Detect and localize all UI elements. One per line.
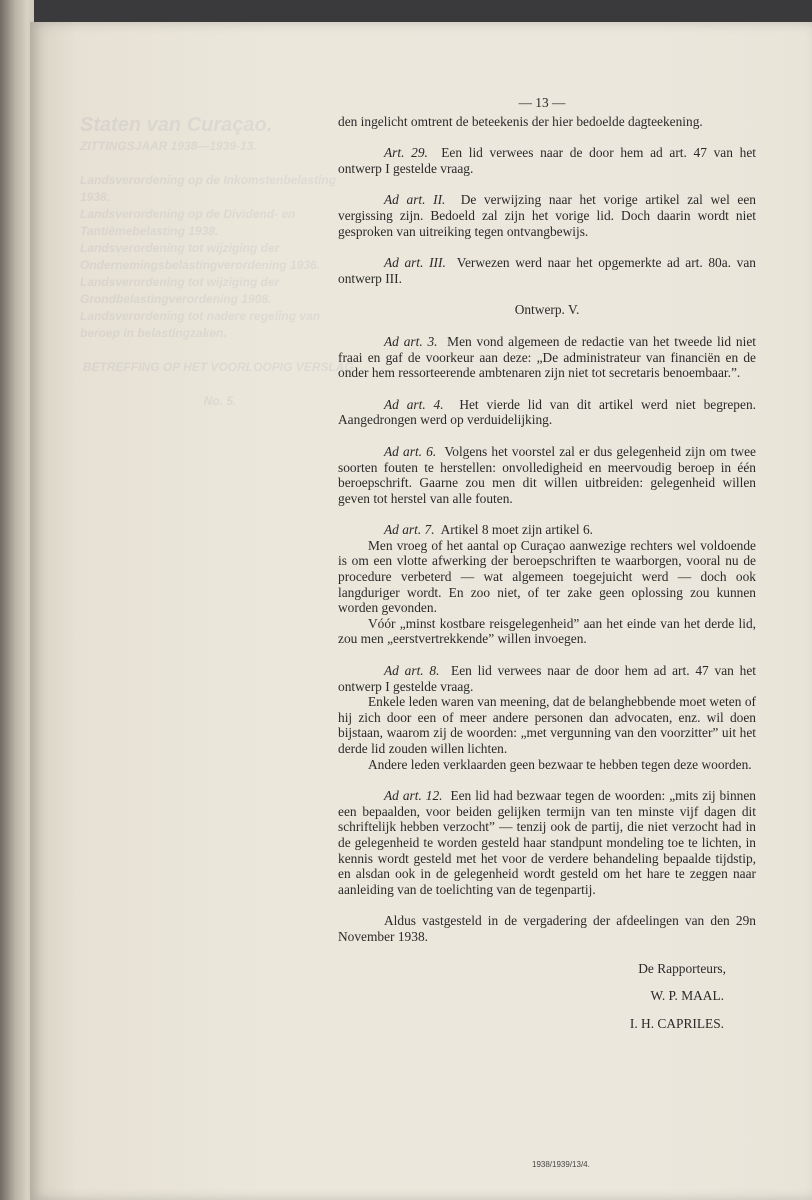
paragraph-ad-art-iii [338,255,756,286]
section-text: Volgens het voorstel zal er dus gelegenheid zijn om twee soorten fouten te herstellen: onvolledigheid en meervoudig beroep in één beroepschrift. Gaarne zou men dit willen uitbreiden: gelegenheid willen geven tot herstel van alle fouten. [338,443,756,506]
section-label: Ad art. 7. [384,522,435,538]
paragraph-label: Art. 29. [384,145,428,161]
section-label: Ad art. 12. [384,788,443,804]
signature-name-maal: W. P. MAAL. [650,988,724,1004]
bleed-through-shadow: Staten van Curaçao. ZITTINGSJAAR 1938—1939-13. Landsverordening op de Inkomstenbelasting 1938. Landsverordening op de Dividend- en Tantièmebelasting 1938. Landsverordening tot wijziging der Ondernemingsbelastingverordening 1936. Landsverordening tot wijziging der Grondbelastingverordening 1908. Landsverordening tot nadere regeling van beroep in belastingzaken. BETREFFING OP HET VOORLOOPIG VERSLAG. No. 5. [80,114,358,408]
section-paragraph: Andere leden verklaarden geen bezwaar te hebben tegen deze woorden. [368,756,752,772]
book-spine [0,0,34,1200]
section-ad-art-4 [338,397,756,428]
section-text: Artikel 8 moet zijn artikel 6. [440,522,594,538]
paragraph-ad-art-ii [338,192,756,239]
section-label: Ad art. 6. [384,443,437,459]
section-paragraph: Men vroeg of het aantal op Curaçao aanwezige rechters wel voldoende is om een vlotte afwerking der beroepschriften te waarborgen, vooral nu de procedure verbeterd — wat algemeen toegejuicht werd — doch ook langduriger wordt. En zoo niet, of ter zake geen oplossing zou kunnen worden gevonden. [338,537,756,616]
paragraph-text: Verwezen werd naar het opgemerkte ad art. 80a. van ontwerp III. [338,255,756,286]
section-ad-art-3 [338,334,756,381]
section-heading: Ontwerp. V. [514,302,580,318]
section-paragraph: Enkele leden waren van meening, dat de belanghebbende moet weten of hij zich door een of meer andere personen dan advocaten, enz. wil doen bijstaan, waarom zij de woorden: „met vergunning van den voorzitter” uit het derde lid zouden willen lichten. [338,694,756,756]
section-paragraph: Vóór „minst kostbare reisgelegenheid” aan het einde van het derde lid, zou men „eerstvertrekkende” willen invoegen. [338,615,756,647]
document-reference: 1938/1939/13/4. [532,1160,590,1169]
section-label: Ad art. 8. [384,663,440,679]
section-text: Het vierde lid van dit artikel werd niet begrepen. Aangedrongen werd op verduidelijking. [338,396,756,428]
section-ad-art-6 [338,444,756,506]
section-text: Een lid had bezwaar tegen de woorden: „mits zij binnen een bepaalden, voor beiden gelijken termijn van ten minste vijf dagen dit schriftelijk hebben verzocht” — tenzij ook de partij, die niet verzocht had in de gelegenheid te worden gesteld haar standpunt mondeling toe te lichten, in kennis wordt gesteld met het voor de verdere behandeling bepaalde tijdstip, en alsdan ook in de gelegenheid wordt gesteld om het hare te zeggen naar aanleiding van de toelichting van de tegenpartij. [338,788,756,897]
paragraph-text: De verwijzing naar het vorige artikel zal wel een vergissing zijn. Bedoeld zal zijn het vorige lid. Doch daarin wordt niet gesproken van uitreiking tegen ontvangbewijs. [338,192,757,239]
page-number: — 13 — [518,95,566,110]
paragraph-continuation [338,114,756,130]
section-ad-art-8 [338,663,756,694]
paragraph-text: den ingelicht omtrent de beteekenis der hier bedoelde dagteekening. [338,113,703,129]
paragraph-label: Ad art. II. [384,192,446,208]
signature-name-capriles: I. H. CAPRILES. [629,1015,724,1031]
document-body [338,95,756,1031]
paragraph-art-29 [338,145,756,176]
section-label: Ad art. 4. [384,396,444,412]
paragraph-label: Ad art. III. [384,255,446,271]
paragraph-text: Een lid verwees naar de door hem ad art. 47 van het ontwerp I gestelde vraag. [338,145,756,176]
signature-title: De Rapporteurs, [638,960,726,976]
section-label: Ad art. 3. [384,333,438,349]
section-text: Men vond algemeen de redactie van het tweede lid niet fraai en gaf de voorkeur aan deze: „De administrateur van financiën en de onder hem ressorteerende ambtenaren zijn niet tot secretaris benoembaar.”. [338,333,756,381]
section-ad-art-12 [338,788,756,897]
closing-statement: Aldus vastgesteld in de vergadering der afdeelingen van den 29n November 1938. [338,913,756,944]
section-ad-art-7 [338,522,756,538]
section-text: Een lid verwees naar de door hem ad art. 47 van het ontwerp I gestelde vraag. [338,663,756,694]
